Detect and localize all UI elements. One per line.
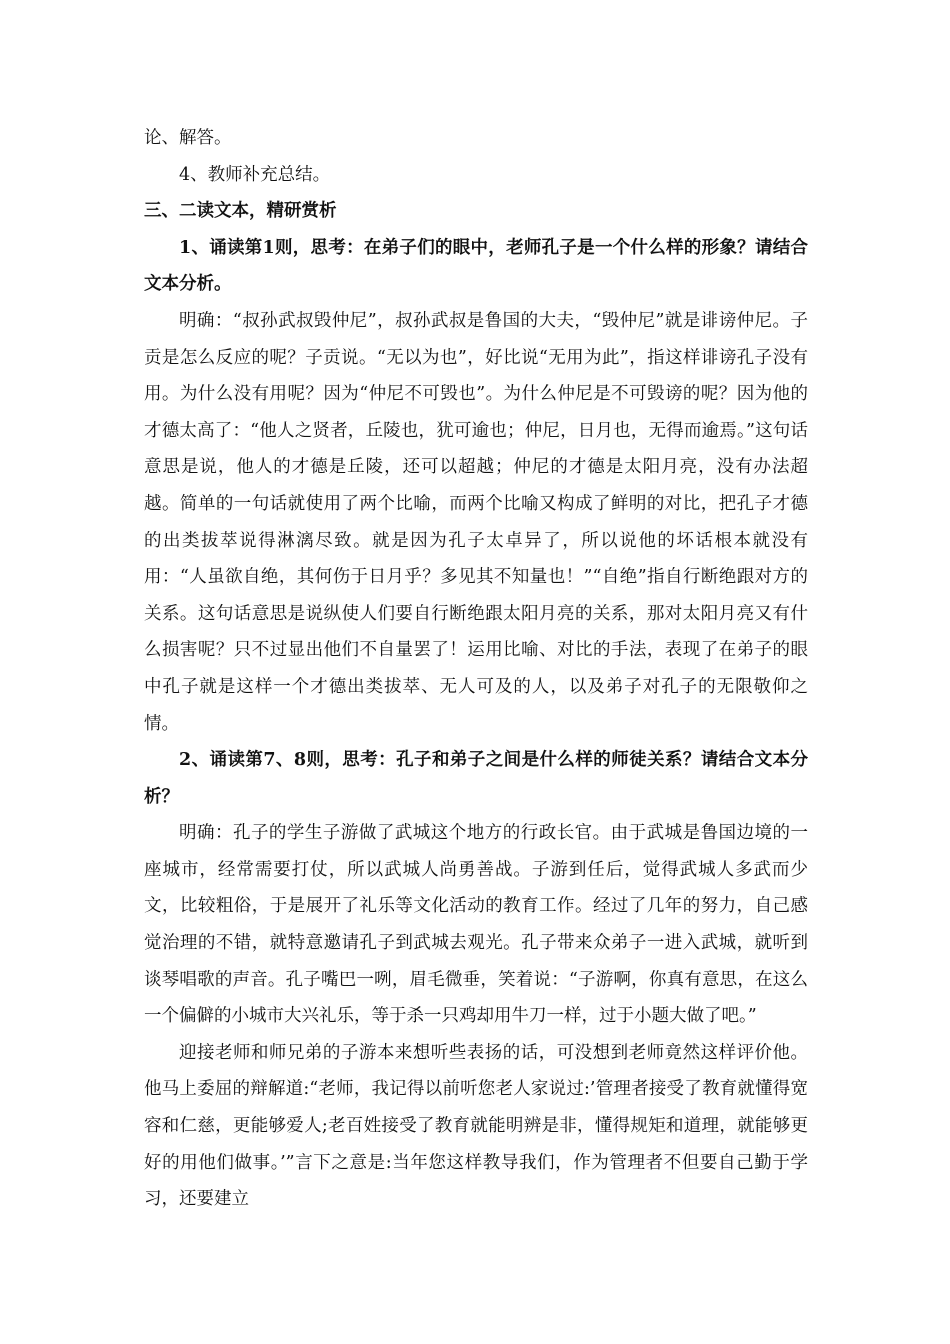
question-2: 2、诵读第7、8则，思考：孔子和弟子之间是什么样的师徒关系？请结合文本分析？ <box>144 750 808 807</box>
answer-2: 明确：孔子的学生子游做了武城这个地方的行政长官。由于武城是鲁国边境的一座城市，经常需要打仗，所以武城人尚勇善战。子游到任后，觉得武城人多武而少文，比较粗俗，于是展开了礼乐等文化活动的教育工作。经过了几年的努力，自己感觉治理的不错，就特意邀请孔子到武城去观光。孔子带来众弟子一进入武城，就听到谈琴唱歌的声音。孔子嘴巴一咧，眉毛微垂，笑着说：“子游啊，你真有意思，在这么一个偏僻的小城市大兴礼乐，等于杀一只鸡却用牛刀一样，过于小题大做了吧。” <box>144 823 808 1027</box>
document-page <box>144 120 808 1218</box>
answer-2-continued: 迎接老师和师兄弟的子游本来想听些表扬的话，可没想到老师竟然这样评价他。他马上委屈的辩解道:“老师，我记得以前听您老人家说过:’管理者接受了教育就懂得宽容和仁慈，更能够爱人;老百姓接受了教育就能明辨是非，懂得规矩和道理，就能够更好的用他们做事。’”言下之意是:当年您这样教导我们，作为管理者不但要自己勤于学习，还要建立 <box>144 1042 808 1210</box>
question-1: 1、诵读第1则，思考：在弟子们的眼中，老师孔子是一个什么样的形象？请结合文本分析。 <box>144 237 808 295</box>
answer-1: 明确：“叔孙武叔毁仲尼”，叔孙武叔是鲁国的大夫，“毁仲尼”就是诽谤仲尼。子贡是怎么反应的呢？子贡说。“无以为也”，好比说“无用为此”，指这样诽谤孔子没有用。为什么没有用呢？因为“仲尼不可毁也”。为什么仲尼是不可毁谤的呢？因为他的才德太高了：“他人之贤者，丘陵也，犹可逾也；仲尼，日月也，无得而逾焉。”这句话意思是说，他人的才德是丘陵，还可以超越；仲尼的才德是太阳月亮，没有办法超越。简单的一句话就使用了两个比喻，而两个比喻又构成了鲜明的对比，把孔子才德的出类拔萃说得淋漓尽致。就是因为孔子太卓异了，所以说他的坏话根本就没有用：“人虽欲自绝，其何伤于日月乎？多见其不知量也！”“自绝”指自行断绝跟对方的关系。这句话意思是说纵使人们要自行断绝跟太阳月亮的关系，那对太阳月亮又有什么损害呢？只不过显出他们不自量罢了！运用比喻、对比的手法，表现了在弟子的眼中孔子就是这样一个才德出类拔萃、无人可及的人，以及弟子对孔子的无限敬仰之情。 <box>144 310 808 734</box>
section-heading-3: 三、二读文本，精研赏析 <box>144 201 337 222</box>
continued-text: 论、解答。 <box>144 128 232 148</box>
list-item-4: 4、教师补充总结。 <box>179 164 331 185</box>
